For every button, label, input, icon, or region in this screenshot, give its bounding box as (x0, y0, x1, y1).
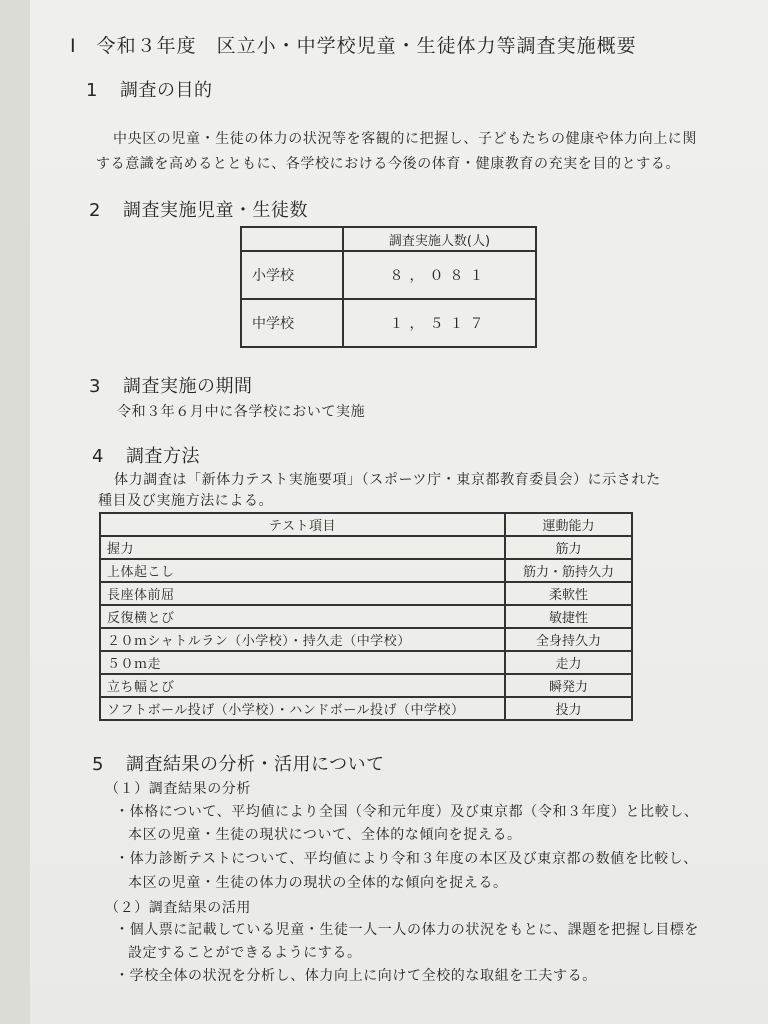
table-row (241, 299, 536, 347)
test-item: ５０ｍ走 (100, 651, 505, 674)
table-row (100, 628, 632, 651)
analysis-line: ・体格について、平均値により全国（令和元年度）及び東京都（令和３年度）と比較し、 (115, 804, 699, 820)
table-header: 調査実施人数(人) (343, 227, 536, 251)
table-row (100, 651, 632, 674)
test-items-table (99, 512, 633, 721)
table-row (100, 697, 632, 720)
section-3-text-line: 令和３年６月中に各学校において実施 (117, 404, 366, 420)
participant-count: ８，０８１ (343, 251, 536, 299)
participants-table (240, 226, 537, 348)
school-label: 中学校 (241, 299, 343, 347)
participant-count: １，５１７ (343, 299, 536, 347)
analysis-line: 設定することができるようにする。 (128, 945, 362, 961)
test-item: 長座体前屈 (100, 582, 505, 605)
test-item: 上体起こし (100, 559, 505, 582)
analysis-line: 本区の児童・生徒の現状について、全体的な傾向を捉える。 (128, 827, 522, 843)
school-label: 小学校 (241, 251, 343, 299)
subsection-title: （１）調査結果の分析 (105, 781, 251, 797)
table-row (100, 536, 632, 559)
analysis-line: ・学校全体の状況を分析し、体力向上に向けて全校的な取組を工夫する。 (115, 968, 597, 984)
test-item: 反復横とび (100, 605, 505, 628)
table-row (100, 605, 632, 628)
ability: 柔軟性 (505, 582, 632, 605)
table-header: 運動能力 (505, 513, 632, 536)
section-4-text-line: 種目及び実施方法による。 (98, 493, 274, 509)
test-item: 握力 (100, 536, 505, 559)
table-header: テスト項目 (100, 513, 505, 536)
section-1-text-line: 中央区の児童・生徒の体力の状況等を客観的に把握し、子どもたちの健康や体力向上に関 (113, 131, 697, 147)
section-4-text-line: 体力調査は「新体力テスト実施要項」（スポーツ庁・東京都教育委員会）に示された (114, 472, 661, 488)
subsection-title: （２）調査結果の活用 (105, 900, 251, 916)
table-row (100, 559, 632, 582)
ability: 筋力 (505, 536, 632, 559)
page-title: Ⅰ 令和３年度 区立小・中学校児童・生徒体力等調査実施概要 (70, 35, 637, 57)
ability: 瞬発力 (505, 674, 632, 697)
ability: 投力 (505, 697, 632, 720)
table-row (100, 582, 632, 605)
analysis-line: ・体力診断テストについて、平均値により令和３年度の本区及び東京都の数値を比較し、 (115, 851, 698, 867)
table-row (241, 251, 536, 299)
table-row (100, 674, 632, 697)
section-3-heading: 3 調査実施の期間 (89, 376, 253, 397)
test-item: 立ち幅とび (100, 674, 505, 697)
analysis-line: ・個人票に記載している児童・生徒一人一人の体力の状況をもとに、課題を把握し目標を (115, 922, 699, 938)
ability: 敏捷性 (505, 605, 632, 628)
ability: 全身持久力 (505, 628, 632, 651)
section-5-heading: 5 調査結果の分析・活用について (92, 754, 385, 775)
test-item: ２０ｍシャトルラン（小学校）・持久走（中学校） (100, 628, 505, 651)
analysis-line: 本区の児童・生徒の体力の現状の全体的な傾向を捉える。 (128, 875, 508, 891)
section-1-text-line: する意識を高めるとともに、各学校における今後の体育・健康教育の充実を目的とする。 (96, 156, 680, 172)
ability: 筋力・筋持久力 (505, 559, 632, 582)
section-4-heading: 4 調査方法 (92, 446, 200, 467)
table-corner-cell (241, 227, 343, 251)
section-1-heading: 1 調査の目的 (86, 80, 213, 101)
test-item: ソフトボール投げ（小学校）・ハンドボール投げ（中学校） (100, 697, 505, 720)
section-2-heading: 2 調査実施児童・生徒数 (89, 200, 308, 221)
ability: 走力 (505, 651, 632, 674)
